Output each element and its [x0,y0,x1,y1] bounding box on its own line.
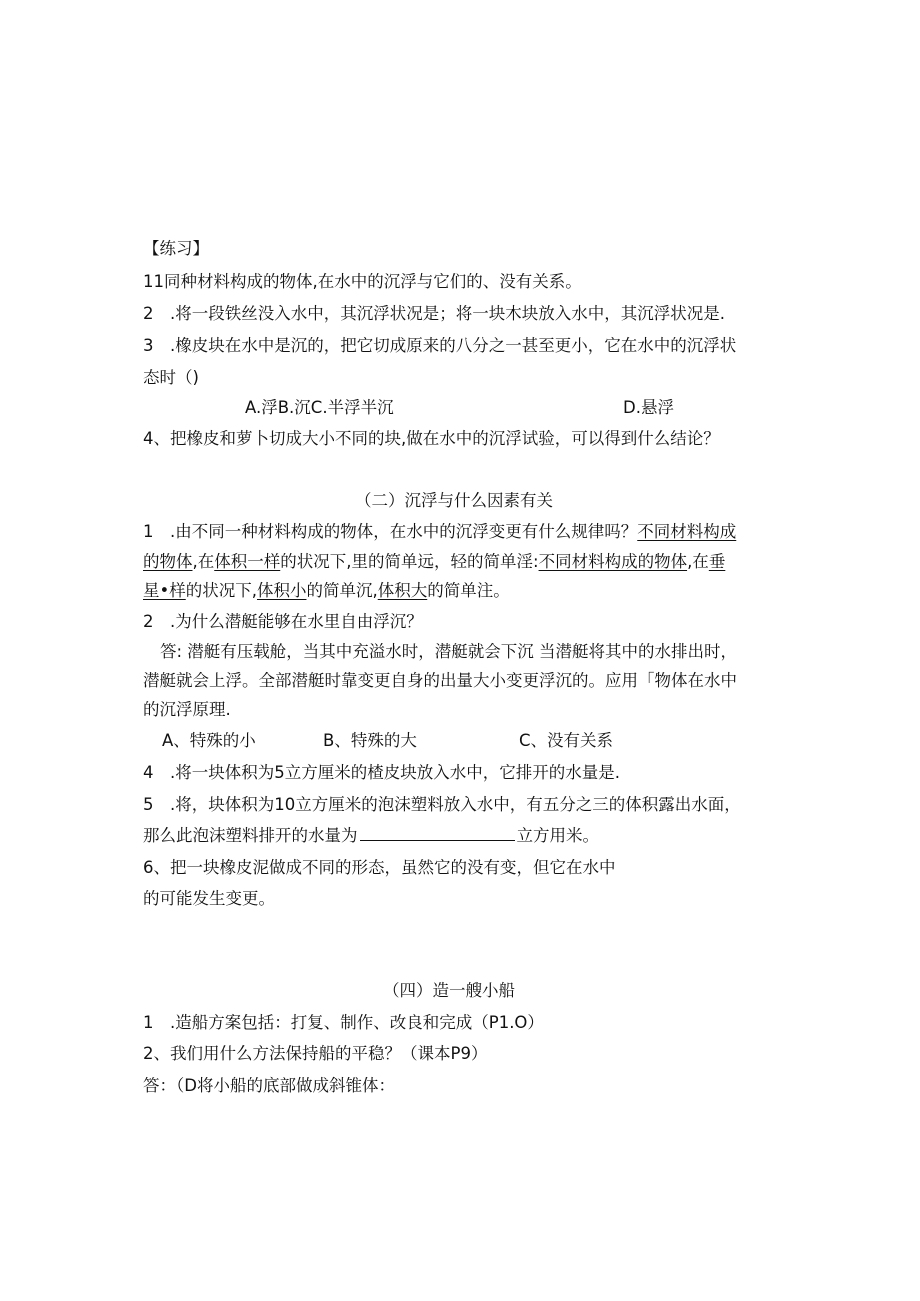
q5-text-pre: 那么此泡沫塑料排开的水量为 [143,826,358,845]
q1-underlined-l: 体积小 [256,581,307,600]
q1-text-d: ,在 [192,552,215,571]
option-c: C、没有关系 [519,731,614,750]
section-2-answer-line-2: 潜艇就会上浮。全部潜艇时靠变更自身的出量大小变更浮沉的。应用「物体在水中 [143,671,737,690]
section-4-question-2: 2、我们用什么方法保持船的平稳？（课本P9） [143,1044,488,1063]
practice-question-3-option-d: D.悬浮 [623,398,674,417]
practice-question-3-options-abc: A.浮B.沉C.半浮半沉 [245,398,394,417]
practice-heading: 【练习】 [143,239,209,258]
q1-underlined-g: 不同材料构成的物体 [538,552,688,571]
section-2-question-6-line-2: 的可能发生变更。 [143,889,275,908]
section-2-question-6-line-1: 6、把一块橡皮泥做成不同的形态，虽然它的没有变，但它在水中 [143,858,616,877]
q5-answer-blank [360,825,515,841]
q1-text-k: 的状况下, [185,581,257,600]
practice-question-2: 2 .将一段铁丝没入水中，其沉浮状况是；将一块木块放入水中，其沉浮状况是. [143,304,725,323]
section-2-question-1-line-2 [143,551,725,573]
option-a: A、特殊的小 [162,731,256,750]
q1-text-h: ,在 [687,552,709,571]
section-2-answer-line-3: 的沉浮原理. [143,700,231,719]
q1-text-o: 的简单注。 [427,581,510,600]
q1-underlined-n: 体积大 [377,581,428,600]
section-2-question-5-line-2 [143,825,599,847]
section-2-question-5-line-1: 5 .将，块体积为10立方厘米的泡沫塑料放入水中，有五分之三的体积露出水面， [143,795,741,814]
section-2-question-2: 2 .为什么潜艇能够在水里自由浮沉？ [143,612,423,631]
q1-text-a: 1 .由不同一种材料构成的物体，在水中的沉浮变更有什么规律吗？ [143,522,638,541]
q1-text-m: 的简单沉, [306,581,378,600]
q1-underlined-j: 星•样 [143,581,186,600]
section-4-question-1: 1 .造船方案包括：打复、制作、改良和完成（P1.O） [143,1013,544,1032]
practice-question-4: 4、把橡皮和萝卜切成大小不同的块,做在水中的沉浮试验，可以得到什么结论？ [143,429,720,448]
practice-question-1: 11同种材料构成的物体,在水中的沉浮与它们的、没有关系。 [143,272,582,291]
section-2-title: （二）沉浮与什么因素有关 [355,491,553,510]
q1-text-f: 的状况下,里的简单远，轻的简单淫: [280,552,539,571]
q1-underlined-i: 垂 [708,552,726,571]
section-2-answer-line-1: 答: 潜艇有压载舱，当其中充溢水时，潜艇就会下沉 当潜艇将其中的水排出时， [160,642,738,661]
section-2-question-1-line-3 [143,580,510,602]
section-2-question-4: 4 .将一块体积为5立方厘米的楂皮块放入水中，它排开的水量是. [143,763,620,782]
q1-underlined-c: 的物体 [143,552,193,571]
section-4-answer: 答：（D将小船的底部做成斜锥体： [143,1076,395,1095]
option-b: B、特殊的大 [323,731,417,750]
practice-question-3-line-1: 3 .橡皮块在水中是沉的，把它切成原来的八分之一甚至更小，它在水中的沉浮状 [143,336,737,355]
q1-underlined-b: 不同材料构成 [637,522,737,541]
section-4-title: （四）造一艘小船 [383,981,515,1000]
practice-question-3-line-2: 态时（) [143,368,199,387]
q1-underlined-e: 体积一样 [214,552,281,571]
q5-text-post: 立方用米。 [516,826,599,845]
section-2-question-1-line-1 [143,521,736,543]
